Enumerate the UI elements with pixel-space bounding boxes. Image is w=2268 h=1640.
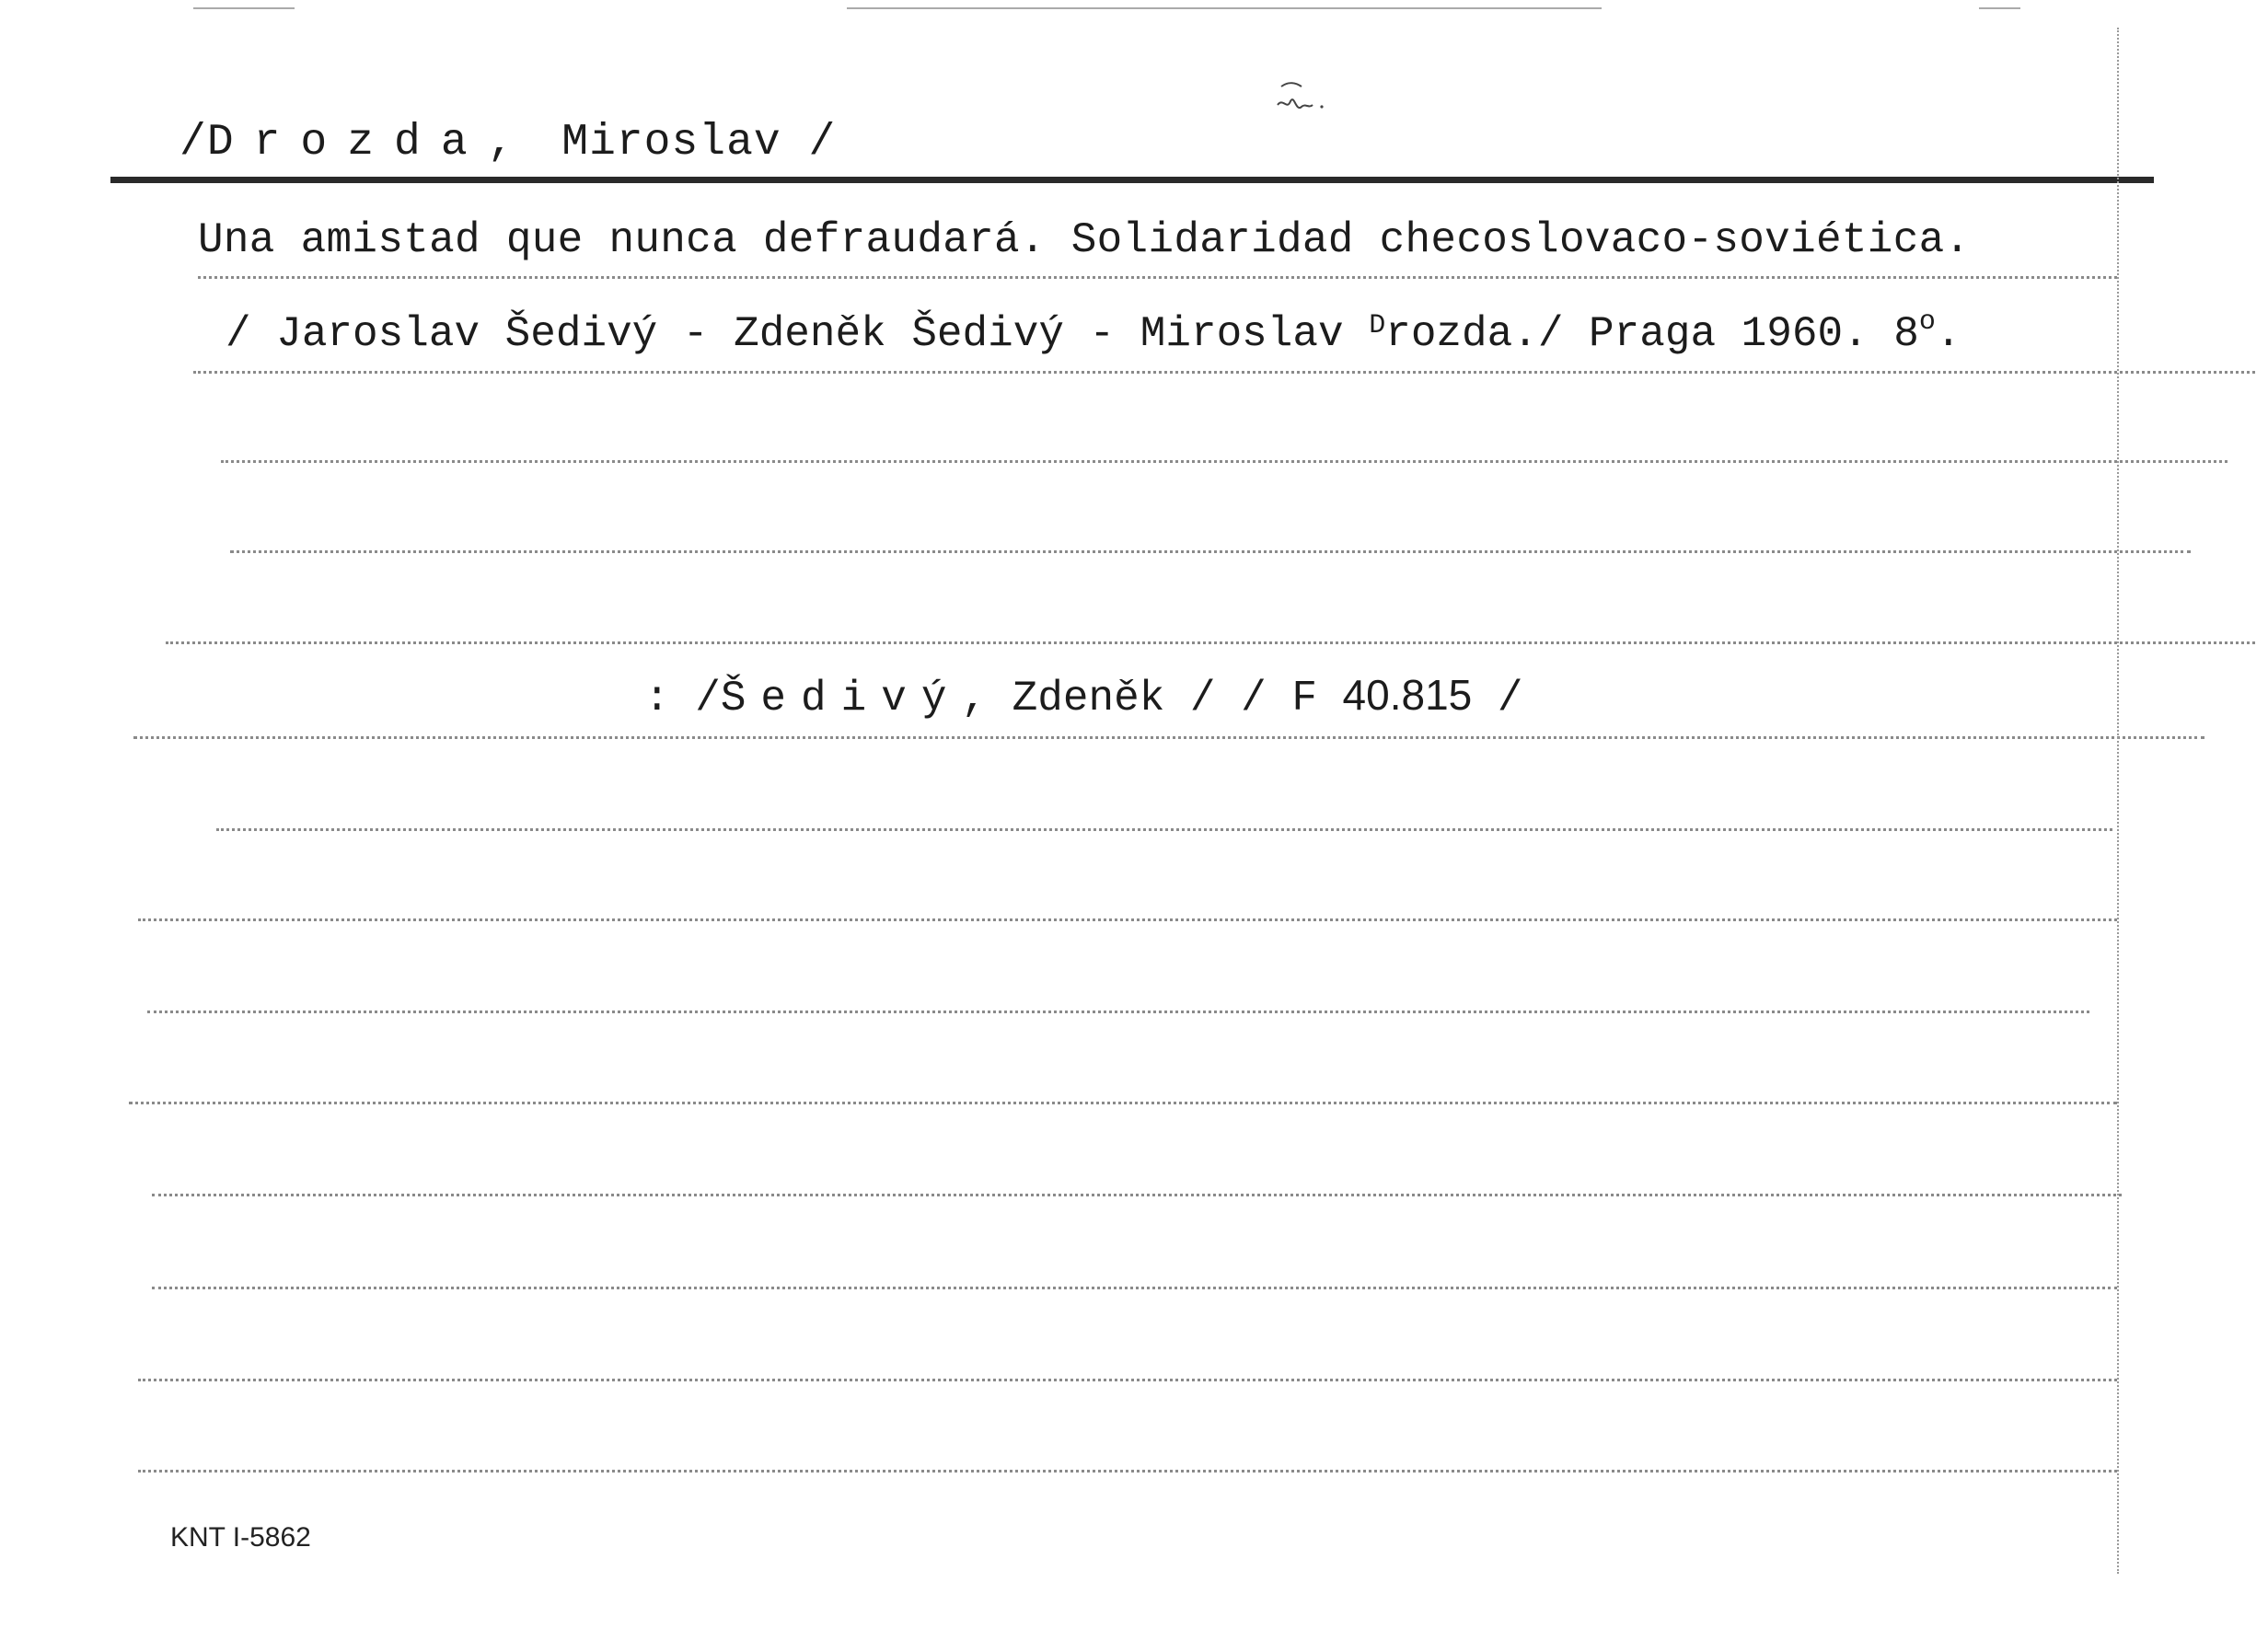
handwritten-annotation	[1270, 74, 1335, 138]
heading-surname: Drozda,	[206, 118, 535, 167]
ruled-line	[138, 918, 2117, 921]
ruled-line	[152, 1287, 2117, 1289]
authors-end: .	[1935, 310, 1961, 358]
reference-line	[644, 670, 1522, 722]
reference-close: /	[1472, 675, 1523, 722]
ruled-line	[138, 1379, 2117, 1381]
degree-mark: o	[1918, 306, 1936, 338]
ruled-line	[193, 371, 2255, 374]
top-mark	[193, 7, 295, 9]
authors-lead: / Jaroslav Šedivý - Zdeněk Šedivý - Miroslav	[226, 310, 1370, 358]
ruled-line	[221, 460, 2228, 463]
heading-close-slash: /	[808, 118, 837, 167]
ruled-line	[230, 550, 2191, 553]
top-mark	[847, 7, 1602, 9]
main-heading	[179, 118, 836, 167]
authors-line	[226, 306, 1961, 358]
heading-given-name: Miroslav	[561, 118, 781, 167]
heading-rule	[110, 177, 2154, 183]
ruled-line	[133, 736, 2204, 739]
title-line: Una amistad que nunca defraudará. Solidaridad checoslovaco-soviética.	[198, 216, 1971, 264]
ruled-line	[198, 276, 2117, 279]
authors-superscript-d: D	[1369, 310, 1386, 341]
top-mark	[1979, 7, 2020, 9]
reference-prefix: : /	[644, 675, 721, 722]
ruled-line	[166, 641, 2255, 644]
reference-number: 40.815	[1342, 671, 1473, 719]
right-margin-line	[2117, 28, 2119, 1574]
ruled-line	[129, 1102, 2117, 1104]
reference-surname: Šedivý	[720, 675, 962, 722]
ruled-line	[152, 1194, 2122, 1196]
authors-rest: rozda./ Praga 1960. 8	[1385, 310, 1919, 358]
ruled-line	[138, 1470, 2117, 1473]
ruled-line	[216, 828, 2112, 831]
shelfmark: KNT I-5862	[170, 1522, 311, 1553]
heading-open-slash: /	[179, 118, 207, 167]
reference-given: , Zdeněk / / F	[961, 675, 1343, 722]
ruled-line	[147, 1011, 2089, 1013]
